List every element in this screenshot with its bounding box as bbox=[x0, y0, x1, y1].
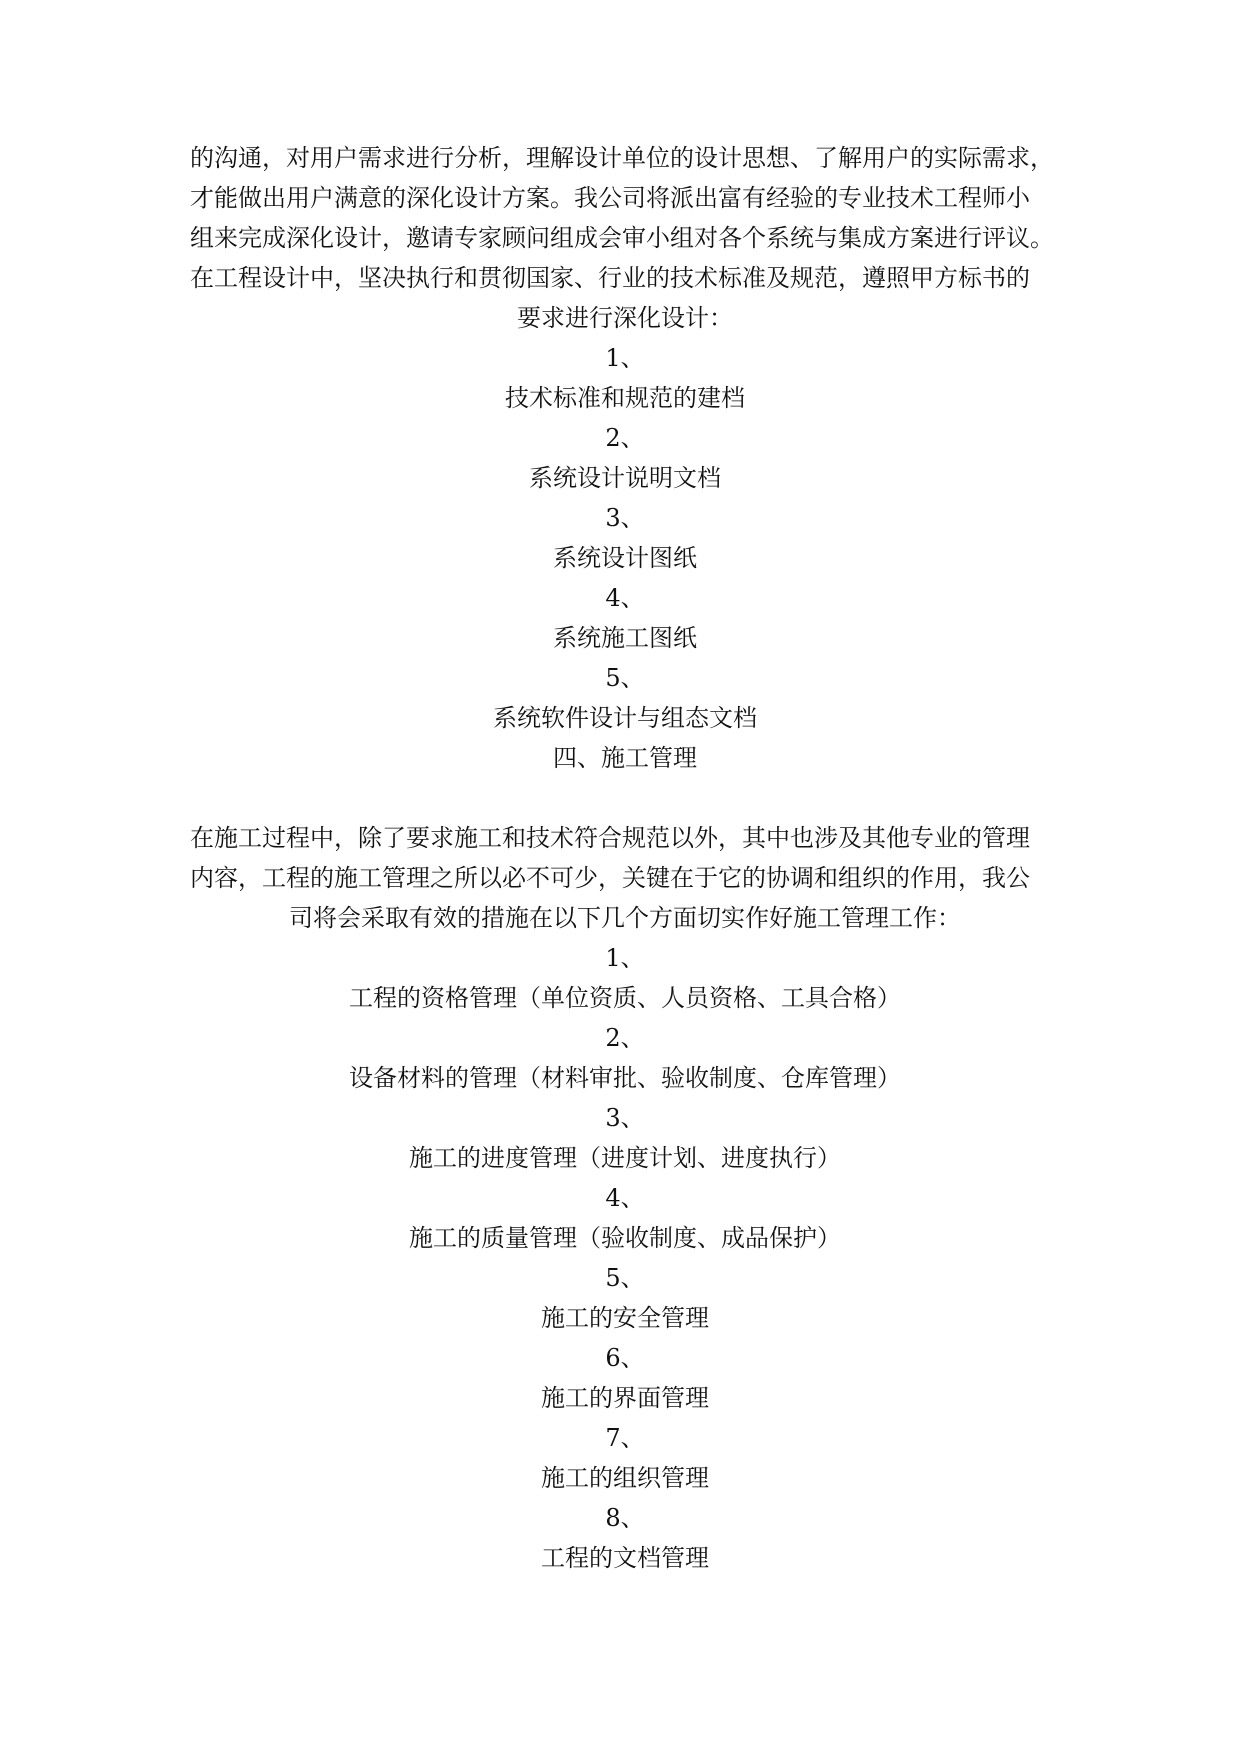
list-item-text: 系统软件设计与组态文档 bbox=[493, 704, 757, 732]
list-item bbox=[190, 658, 1060, 738]
list-item-text: 工程的资格管理（单位资质、人员资格、工具合格） bbox=[349, 984, 901, 1012]
list-item bbox=[190, 498, 1060, 578]
list-item-number: 3、 bbox=[605, 1104, 645, 1132]
list-item bbox=[190, 1178, 1060, 1258]
intro-paragraph bbox=[190, 138, 1060, 338]
list-item-text: 系统设计说明文档 bbox=[529, 464, 721, 492]
list-item bbox=[190, 338, 1060, 418]
list-item-text: 技术标准和规范的建档 bbox=[505, 384, 745, 412]
management-paragraph bbox=[190, 818, 1060, 938]
intro-line: 组来完成深化设计，邀请专家顾问组成会审小组对各个系统与集成方案进行评议。 bbox=[190, 224, 1054, 252]
intro-line: 要求进行深化设计： bbox=[517, 304, 733, 332]
list-item bbox=[190, 1418, 1060, 1498]
section-heading: 四、施工管理 bbox=[553, 744, 697, 772]
list-item-number: 4、 bbox=[605, 584, 645, 612]
list-item-text: 工程的文档管理 bbox=[541, 1544, 709, 1572]
list-item bbox=[190, 938, 1060, 1018]
list-item-number: 5、 bbox=[605, 664, 645, 692]
list-item bbox=[190, 418, 1060, 498]
design-deliverables-list bbox=[190, 338, 1060, 738]
list-item-number: 4、 bbox=[605, 1184, 645, 1212]
intro-line: 的沟通，对用户需求进行分析，理解设计单位的设计思想、了解用户的实际需求， bbox=[190, 144, 1054, 172]
list-item-number: 7、 bbox=[605, 1424, 645, 1452]
management-line: 司将会采取有效的措施在以下几个方面切实作好施工管理工作： bbox=[289, 904, 961, 932]
list-item-text: 施工的组织管理 bbox=[541, 1464, 709, 1492]
list-item bbox=[190, 1018, 1060, 1098]
list-item-number: 6、 bbox=[605, 1344, 645, 1372]
list-item bbox=[190, 1258, 1060, 1338]
intro-line: 在工程设计中，坚决执行和贯彻国家、行业的技术标准及规范，遵照甲方标书的 bbox=[190, 264, 1030, 292]
list-item-text: 系统设计图纸 bbox=[553, 544, 697, 572]
list-item-number: 1、 bbox=[605, 944, 645, 972]
list-item-number: 3、 bbox=[605, 504, 645, 532]
list-item-text: 施工的质量管理（验收制度、成品保护） bbox=[409, 1224, 841, 1252]
list-item bbox=[190, 1338, 1060, 1418]
list-item bbox=[190, 1098, 1060, 1178]
list-item bbox=[190, 578, 1060, 658]
list-item-text: 施工的安全管理 bbox=[541, 1304, 709, 1332]
list-item-text: 系统施工图纸 bbox=[553, 624, 697, 652]
management-line: 内容，工程的施工管理之所以必不可少，关键在于它的协调和组织的作用，我公 bbox=[190, 864, 1030, 892]
list-item-number: 8、 bbox=[605, 1504, 645, 1532]
list-item-number: 2、 bbox=[605, 424, 645, 452]
list-item-number: 1、 bbox=[605, 344, 645, 372]
list-item-number: 2、 bbox=[605, 1024, 645, 1052]
list-item-text: 设备材料的管理（材料审批、验收制度、仓库管理） bbox=[349, 1064, 901, 1092]
management-items-list bbox=[190, 938, 1060, 1578]
intro-line: 才能做出用户满意的深化设计方案。我公司将派出富有经验的专业技术工程师小 bbox=[190, 184, 1030, 212]
management-line: 在施工过程中，除了要求施工和技术符合规范以外，其中也涉及其他专业的管理 bbox=[190, 824, 1030, 852]
list-item bbox=[190, 1498, 1060, 1578]
list-item-number: 5、 bbox=[605, 1264, 645, 1292]
list-item-text: 施工的界面管理 bbox=[541, 1384, 709, 1412]
list-item-text: 施工的进度管理（进度计划、进度执行） bbox=[409, 1144, 841, 1172]
